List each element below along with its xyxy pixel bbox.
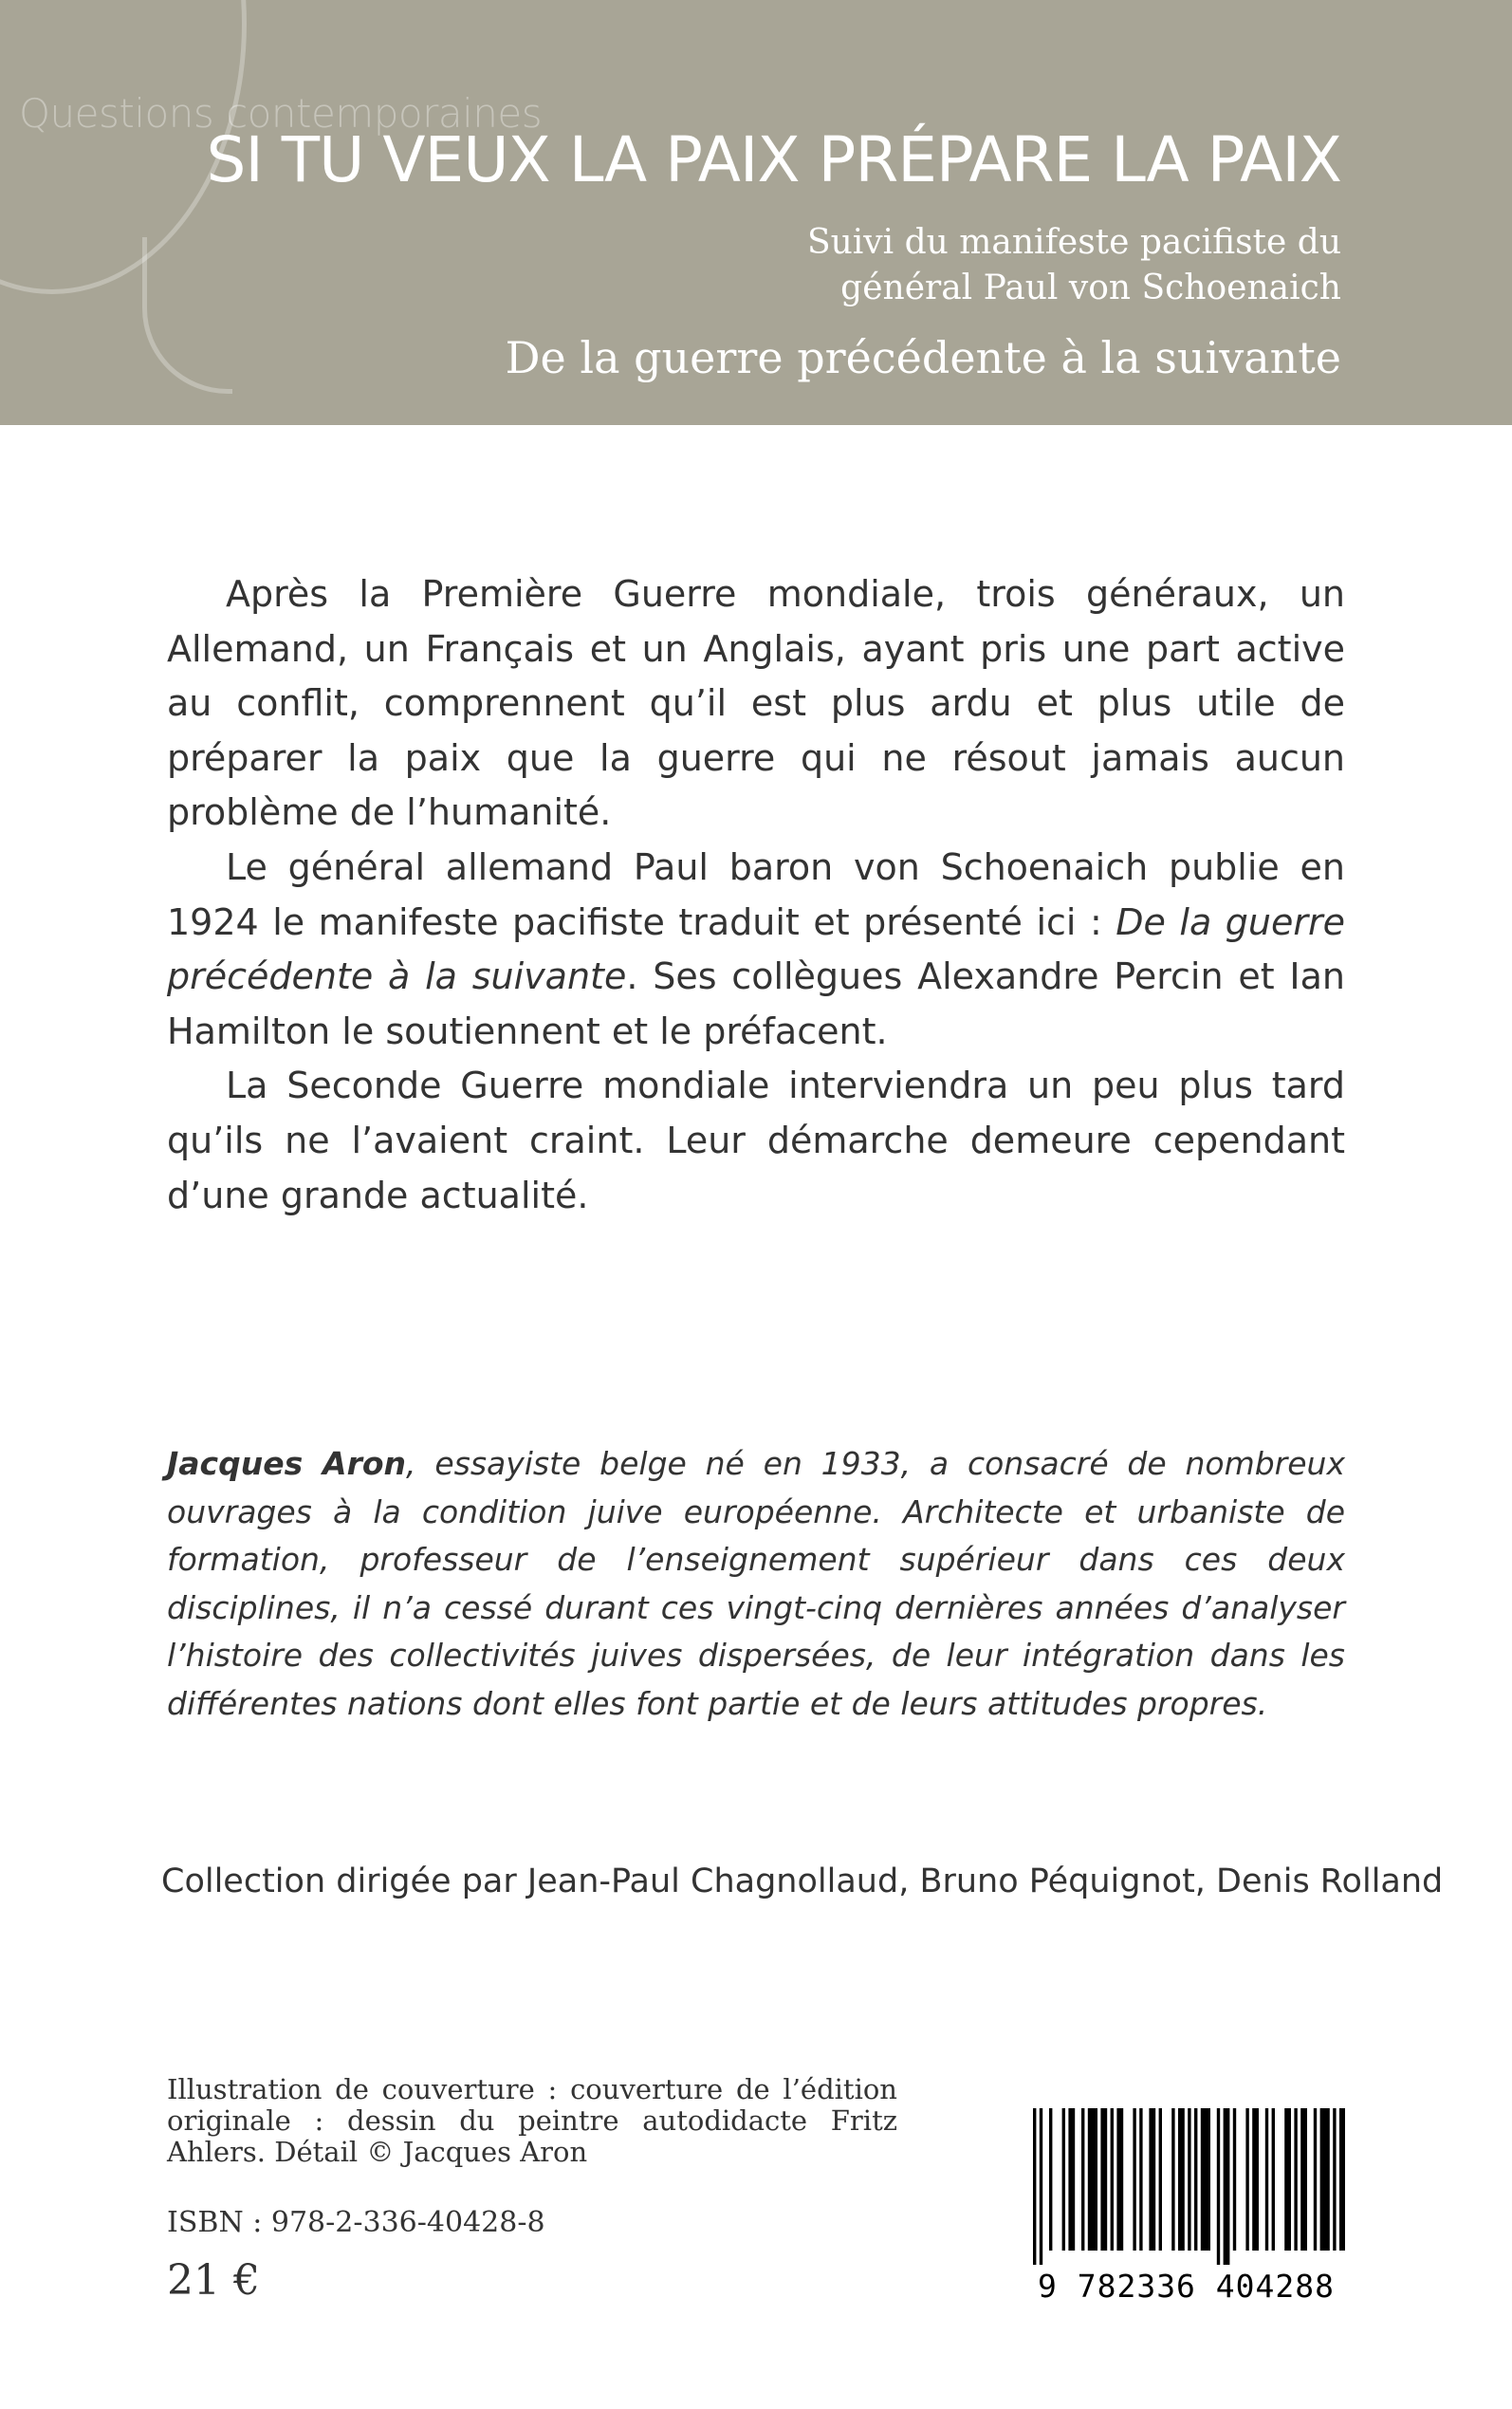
- barcode-bar: [1284, 2108, 1291, 2251]
- book-subtitle-secondary: De la guerre précédente à la suivante: [505, 332, 1341, 383]
- barcode: [1027, 2108, 1345, 2305]
- barcode-bar: [1294, 2108, 1297, 2251]
- barcode-bar: [1081, 2108, 1084, 2251]
- barcode-bar: [1171, 2108, 1174, 2251]
- barcode-bar: [1040, 2108, 1042, 2265]
- barcode-bar: [1139, 2108, 1142, 2251]
- barcode-bar: [1116, 2108, 1123, 2251]
- blurb-paragraph-2-start: Le général allemand Paul baron von Schoenaich publie en 1924 le manifeste pacifiste traduit et présenté ici :: [167, 845, 1345, 943]
- barcode-bar: [1194, 2108, 1197, 2251]
- price: 21 €: [167, 2256, 260, 2305]
- barcode-bar: [1149, 2108, 1155, 2251]
- series-logo-q-tail: [142, 237, 232, 394]
- barcode-bar: [1217, 2108, 1220, 2265]
- author-bio: [167, 1440, 1345, 1728]
- blurb-paragraph-3: La Seconde Guerre mondiale interviendra un peu plus tard qu’ils ne l’avaient craint. Leur démarche demeure cependant d’une grande actualité.: [167, 1065, 1345, 1216]
- barcode-bar: [1188, 2108, 1190, 2251]
- barcode-bar: [1049, 2108, 1052, 2251]
- barcode-bar: [1111, 2108, 1114, 2251]
- barcode-bars: [1027, 2108, 1345, 2265]
- blurb-paragraph-2-end: . Ses collègues Alexandre Percin et Ian Hamilton le soutiennent et le préfacent.: [167, 955, 1346, 1052]
- barcode-bar: [1339, 2108, 1345, 2251]
- barcode-bar: [1245, 2108, 1248, 2251]
- barcode-bar: [1068, 2108, 1075, 2251]
- barcode-bar: [1062, 2108, 1065, 2251]
- book-subtitle: Suivi du manifeste pacifiste du général Paul von Schoenaich: [806, 223, 1341, 307]
- barcode-bar: [1224, 2108, 1230, 2265]
- barcode-bar: [1201, 2108, 1210, 2251]
- barcode-bar: [1272, 2108, 1275, 2251]
- blurb-paragraph-2: [167, 841, 1345, 1059]
- barcode-bar: [1252, 2108, 1259, 2251]
- barcode-bar: [1100, 2108, 1107, 2251]
- barcode-bar: [1178, 2108, 1185, 2251]
- book-title: SI TU VEUX LA PAIX PRÉPARE LA PAIX: [206, 123, 1341, 196]
- series-name: Questions contemporaines: [19, 90, 543, 137]
- barcode-bar: [1088, 2108, 1097, 2251]
- barcode-bar: [1233, 2108, 1236, 2251]
- barcode-bar: [1265, 2108, 1268, 2251]
- barcode-bar: [1314, 2108, 1317, 2251]
- blurb-book-title-italic: De la guerre précédente à la suivante: [167, 900, 1345, 998]
- barcode-bar: [1320, 2108, 1330, 2251]
- barcode-bar: [1333, 2108, 1336, 2251]
- isbn: ISBN : 978-2-336-40428-8: [167, 2206, 545, 2239]
- barcode-digits: 9 782336 404288: [1037, 2268, 1335, 2305]
- cover-header: [0, 0, 1512, 425]
- barcode-bar: [1133, 2108, 1135, 2251]
- barcode-bar: [1033, 2108, 1036, 2265]
- author-bio-text: , essayiste belge né en 1933, a consacré de nombreux ouvrages à la condition juive européenne. Architecte et urbaniste de formation, professeur de l’enseignement supérieur dans ces deux disciplines, il n’a cessé durant ces vingt-cinq dernières années d’analyser l’histoire des collectivités juives dispersées, de leur intégration dans les différentes nations dont elles font partie et de leurs attitudes propres.: [167, 1445, 1345, 1722]
- blurb-paragraph-1: Après la Première Guerre mondiale, trois généraux, un Allemand, un Français et un Anglais, ayant pris une part active au conflit, comprennent qu’il est plus ardu et plus utile de préparer la paix que la guerre qui ne résout jamais aucun problème de l’humanité.: [167, 573, 1345, 834]
- back-cover-blurb: [167, 567, 1345, 1223]
- author-name: Jacques Aron: [167, 1445, 407, 1482]
- barcode-bar: [1159, 2108, 1162, 2251]
- collection-editors: Collection dirigée par Jean-Paul Chagnollaud, Bruno Péquignot, Denis Rolland: [161, 1862, 1444, 1900]
- barcode-bar: [1300, 2108, 1307, 2251]
- cover-credits: Illustration de couverture : couverture de l’édition originale : dessin du peintre autodidacte Fritz Ahlers. Détail © Jacques Aron: [167, 2073, 897, 2168]
